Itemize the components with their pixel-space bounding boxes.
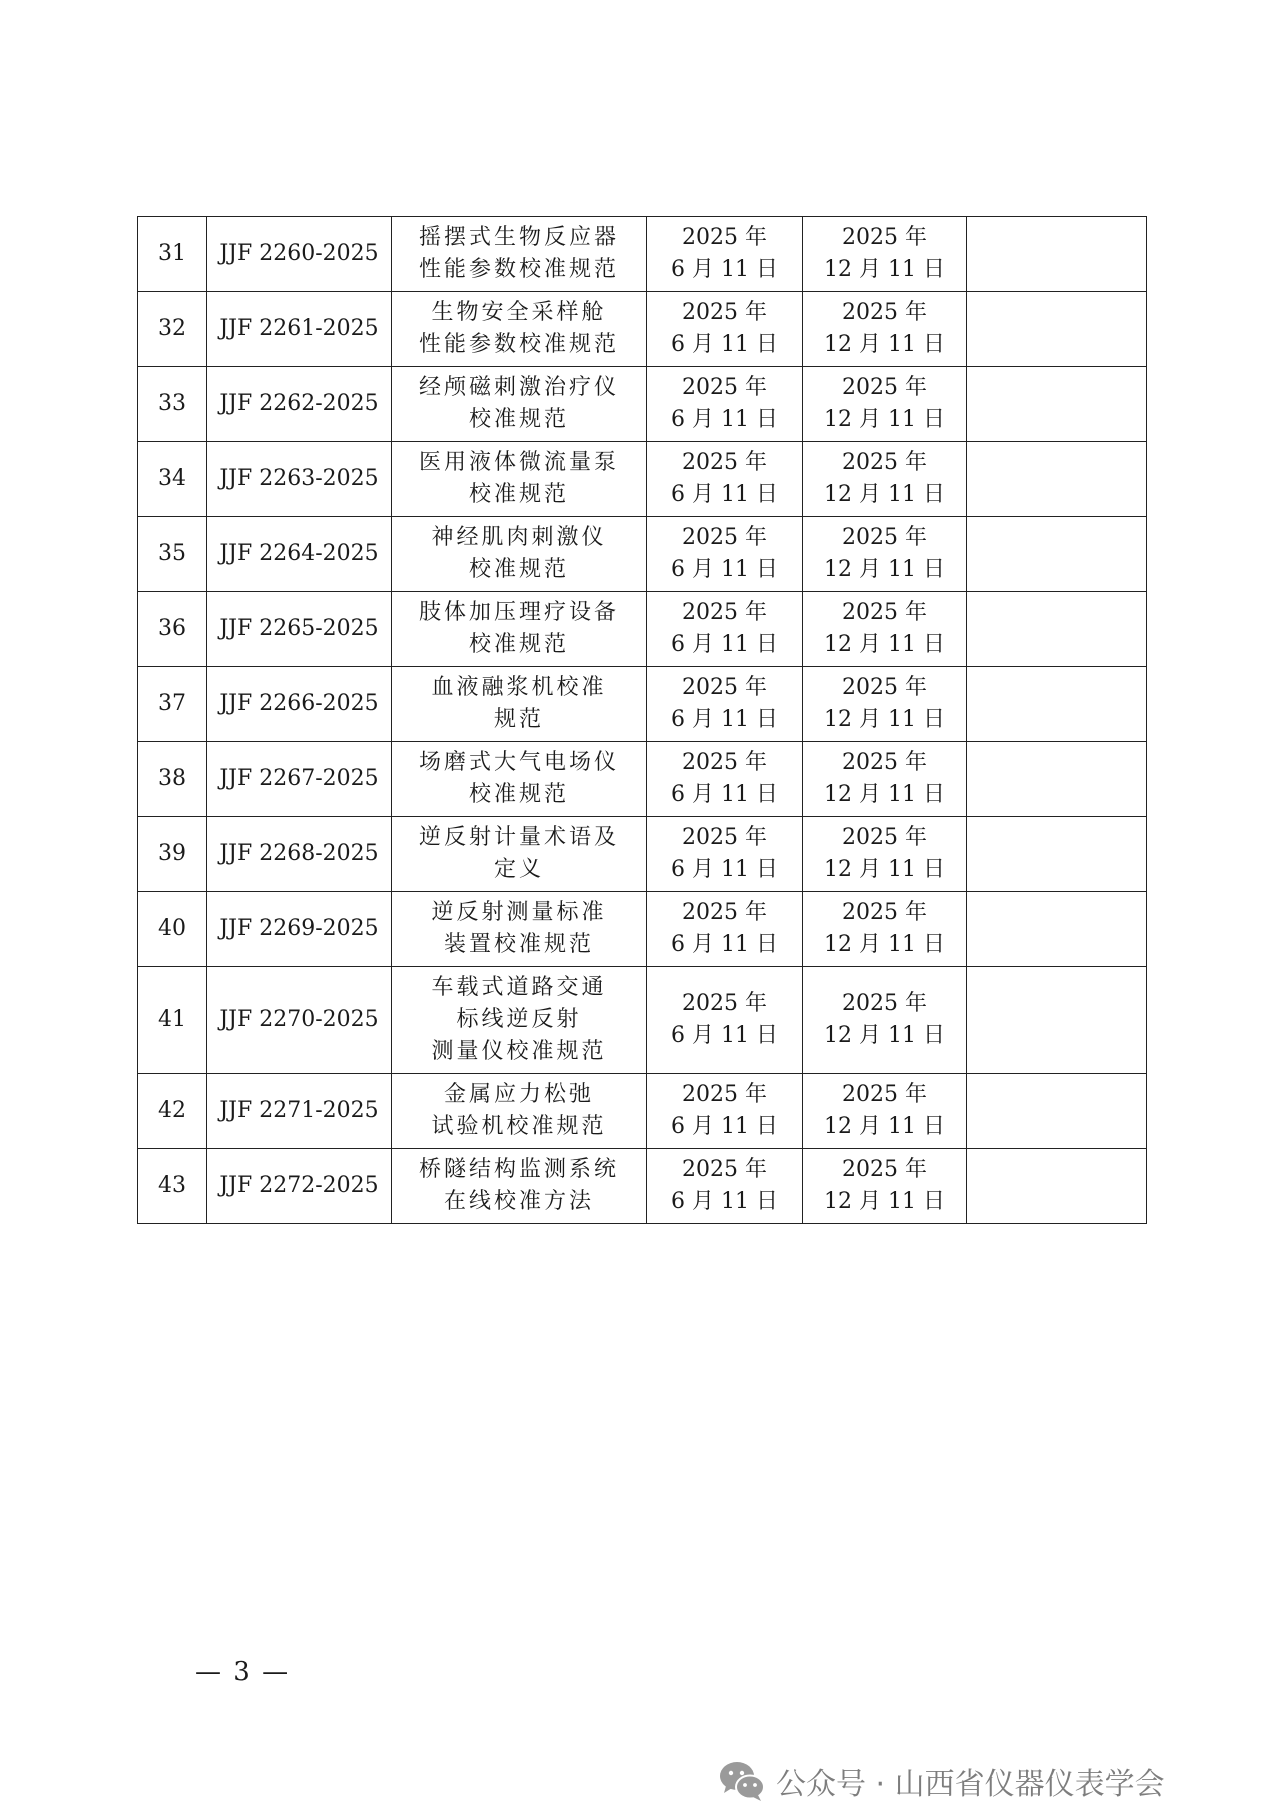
standard-name-line: 校准规范: [468, 557, 569, 582]
effective-date: [803, 892, 967, 967]
publish-date-line: 2025 年: [682, 1082, 767, 1107]
note-cell: [967, 292, 1147, 367]
note-cell: [967, 667, 1147, 742]
watermark: [718, 1759, 1165, 1803]
note-cell: [967, 517, 1147, 592]
publish-date-line: 2025 年: [682, 225, 767, 250]
effective-date: [803, 442, 967, 517]
standard-name: [392, 817, 647, 892]
publish-date-line: 6 月 11 日: [671, 707, 778, 732]
publish-date-line: 2025 年: [682, 375, 767, 400]
row-number: 42: [138, 1074, 207, 1149]
standard-name: [392, 967, 647, 1074]
publish-date-line: 6 月 11 日: [671, 1114, 778, 1139]
note-cell: [967, 742, 1147, 817]
publish-date: [647, 892, 803, 967]
standard-name-line: 生物安全采样舱: [431, 300, 607, 325]
watermark-text: 公众号 · 山西省仪器仪表学会: [776, 1767, 1165, 1802]
publish-date-line: 2025 年: [682, 900, 767, 925]
standard-name-line: 桥隧结构监测系统: [418, 1157, 619, 1182]
table-row: [138, 742, 1147, 817]
publish-date-line: 2025 年: [682, 450, 767, 475]
note-cell: [967, 967, 1147, 1074]
standard-code: JJF 2262-2025: [207, 367, 392, 442]
publish-date-line: 6 月 11 日: [671, 407, 778, 432]
effective-date-line: 2025 年: [842, 300, 927, 325]
publish-date: [647, 1149, 803, 1224]
publish-date-line: 6 月 11 日: [671, 332, 778, 357]
publish-date-line: 6 月 11 日: [671, 257, 778, 282]
note-cell: [967, 442, 1147, 517]
publish-date: [647, 1074, 803, 1149]
row-number: 39: [138, 817, 207, 892]
standard-name-line: 神经肌肉刺激仪: [431, 525, 607, 550]
publish-date: [647, 217, 803, 292]
standard-name-line: 肢体加压理疗设备: [418, 600, 619, 625]
publish-date: [647, 517, 803, 592]
publish-date-line: 2025 年: [682, 825, 767, 850]
table-row: [138, 592, 1147, 667]
effective-date: [803, 367, 967, 442]
publish-date-line: 6 月 11 日: [671, 1189, 778, 1214]
effective-date: [803, 1149, 967, 1224]
publish-date-line: 6 月 11 日: [671, 1023, 778, 1048]
effective-date-line: 12 月 11 日: [824, 1189, 945, 1214]
publish-date: [647, 292, 803, 367]
effective-date-line: 2025 年: [842, 225, 927, 250]
effective-date-line: 12 月 11 日: [824, 857, 945, 882]
note-cell: [967, 892, 1147, 967]
effective-date-line: 12 月 11 日: [824, 782, 945, 807]
effective-date-line: 12 月 11 日: [824, 257, 945, 282]
note-cell: [967, 1074, 1147, 1149]
table-row: [138, 292, 1147, 367]
effective-date: [803, 667, 967, 742]
table-row: [138, 667, 1147, 742]
table-row: [138, 967, 1147, 1074]
table-row: [138, 517, 1147, 592]
standard-name-line: 车载式道路交通: [431, 975, 607, 1000]
publish-date: [647, 592, 803, 667]
standard-code: JJF 2269-2025: [207, 892, 392, 967]
publish-date: [647, 367, 803, 442]
wechat-icon: [718, 1760, 766, 1802]
standard-name-line: 性能参数校准规范: [418, 257, 619, 282]
effective-date-line: 12 月 11 日: [824, 407, 945, 432]
note-cell: [967, 592, 1147, 667]
row-number: 37: [138, 667, 207, 742]
effective-date-line: 2025 年: [842, 991, 927, 1016]
effective-date: [803, 217, 967, 292]
standard-name-line: 逆反射计量术语及: [418, 825, 619, 850]
standard-code: JJF 2266-2025: [207, 667, 392, 742]
row-number: 34: [138, 442, 207, 517]
standard-name-line: 摇摆式生物反应器: [418, 225, 619, 250]
effective-date-line: 12 月 11 日: [824, 1023, 945, 1048]
effective-date-line: 12 月 11 日: [824, 632, 945, 657]
effective-date-line: 12 月 11 日: [824, 332, 945, 357]
effective-date-line: 12 月 11 日: [824, 482, 945, 507]
standard-code: JJF 2263-2025: [207, 442, 392, 517]
row-number: 43: [138, 1149, 207, 1224]
publish-date-line: 2025 年: [682, 750, 767, 775]
publish-date: [647, 817, 803, 892]
effective-date-line: 2025 年: [842, 750, 927, 775]
effective-date-line: 2025 年: [842, 525, 927, 550]
publish-date-line: 2025 年: [682, 1157, 767, 1182]
effective-date-line: 2025 年: [842, 375, 927, 400]
standard-code: JJF 2264-2025: [207, 517, 392, 592]
effective-date-line: 12 月 11 日: [824, 932, 945, 957]
standard-name-line: 金属应力松弛: [443, 1082, 594, 1107]
effective-date-line: 12 月 11 日: [824, 1114, 945, 1139]
note-cell: [967, 217, 1147, 292]
standard-name-line: 性能参数校准规范: [418, 332, 619, 357]
standard-name-line: 校准规范: [468, 632, 569, 657]
standard-name-line: 校准规范: [468, 782, 569, 807]
row-number: 35: [138, 517, 207, 592]
standard-name-line: 规范: [493, 707, 544, 732]
standard-name-line: 试验机校准规范: [431, 1114, 607, 1139]
publish-date-line: 6 月 11 日: [671, 632, 778, 657]
standard-code: JJF 2261-2025: [207, 292, 392, 367]
standard-name-line: 装置校准规范: [443, 932, 594, 957]
standard-name: [392, 592, 647, 667]
standard-code: JJF 2272-2025: [207, 1149, 392, 1224]
standard-code: JJF 2270-2025: [207, 967, 392, 1074]
publish-date-line: 2025 年: [682, 675, 767, 700]
table-row: [138, 217, 1147, 292]
effective-date-line: 12 月 11 日: [824, 707, 945, 732]
standard-name-line: 标线逆反射: [456, 1007, 582, 1032]
standard-name-line: 逆反射测量标准: [431, 900, 607, 925]
publish-date-line: 2025 年: [682, 600, 767, 625]
note-cell: [967, 367, 1147, 442]
effective-date-line: 2025 年: [842, 825, 927, 850]
effective-date: [803, 292, 967, 367]
table-row: [138, 817, 1147, 892]
effective-date-line: 2025 年: [842, 1082, 927, 1107]
standard-name: [392, 742, 647, 817]
effective-date: [803, 592, 967, 667]
effective-date: [803, 1074, 967, 1149]
standard-name-line: 医用液体微流量泵: [418, 450, 619, 475]
standard-name-line: 测量仪校准规范: [431, 1039, 607, 1064]
publish-date: [647, 742, 803, 817]
publish-date-line: 6 月 11 日: [671, 932, 778, 957]
publish-date: [647, 667, 803, 742]
standard-name: [392, 367, 647, 442]
publish-date-line: 6 月 11 日: [671, 857, 778, 882]
table-row: [138, 442, 1147, 517]
standard-code: JJF 2260-2025: [207, 217, 392, 292]
row-number: 36: [138, 592, 207, 667]
note-cell: [967, 817, 1147, 892]
row-number: 33: [138, 367, 207, 442]
standard-name-line: 血液融浆机校准: [431, 675, 607, 700]
standard-name: [392, 292, 647, 367]
row-number: 38: [138, 742, 207, 817]
standard-name: [392, 1149, 647, 1224]
row-number: 40: [138, 892, 207, 967]
effective-date-line: 12 月 11 日: [824, 557, 945, 582]
publish-date-line: 2025 年: [682, 300, 767, 325]
publish-date-line: 6 月 11 日: [671, 782, 778, 807]
effective-date-line: 2025 年: [842, 675, 927, 700]
effective-date: [803, 967, 967, 1074]
publish-date: [647, 967, 803, 1074]
standard-name-line: 校准规范: [468, 407, 569, 432]
table-body: [138, 217, 1147, 1224]
standard-code: JJF 2265-2025: [207, 592, 392, 667]
table-row: [138, 1074, 1147, 1149]
row-number: 31: [138, 217, 207, 292]
effective-date-line: 2025 年: [842, 1157, 927, 1182]
standard-name-line: 校准规范: [468, 482, 569, 507]
effective-date: [803, 817, 967, 892]
effective-date-line: 2025 年: [842, 600, 927, 625]
standard-name-line: 场磨式大气电场仪: [418, 750, 619, 775]
table-row: [138, 367, 1147, 442]
publish-date-line: 6 月 11 日: [671, 557, 778, 582]
effective-date-line: 2025 年: [842, 900, 927, 925]
standard-name-line: 经颅磁刺激治疗仪: [418, 375, 619, 400]
publish-date-line: 6 月 11 日: [671, 482, 778, 507]
standard-name-line: 在线校准方法: [443, 1189, 594, 1214]
table-row: [138, 892, 1147, 967]
publish-date: [647, 442, 803, 517]
standard-name: [392, 667, 647, 742]
standard-name: [392, 217, 647, 292]
standard-code: JJF 2268-2025: [207, 817, 392, 892]
standard-name: [392, 892, 647, 967]
standard-name: [392, 1074, 647, 1149]
effective-date: [803, 742, 967, 817]
standard-name-line: 定义: [493, 857, 544, 882]
standard-name: [392, 517, 647, 592]
row-number: 41: [138, 967, 207, 1074]
table-row: [138, 1149, 1147, 1224]
note-cell: [967, 1149, 1147, 1224]
standard-name: [392, 442, 647, 517]
page-number: — 3 —: [195, 1657, 291, 1687]
effective-date: [803, 517, 967, 592]
publish-date-line: 2025 年: [682, 525, 767, 550]
standard-code: JJF 2267-2025: [207, 742, 392, 817]
standard-code: JJF 2271-2025: [207, 1074, 392, 1149]
publish-date-line: 2025 年: [682, 991, 767, 1016]
standards-table: [137, 216, 1147, 1224]
effective-date-line: 2025 年: [842, 450, 927, 475]
row-number: 32: [138, 292, 207, 367]
